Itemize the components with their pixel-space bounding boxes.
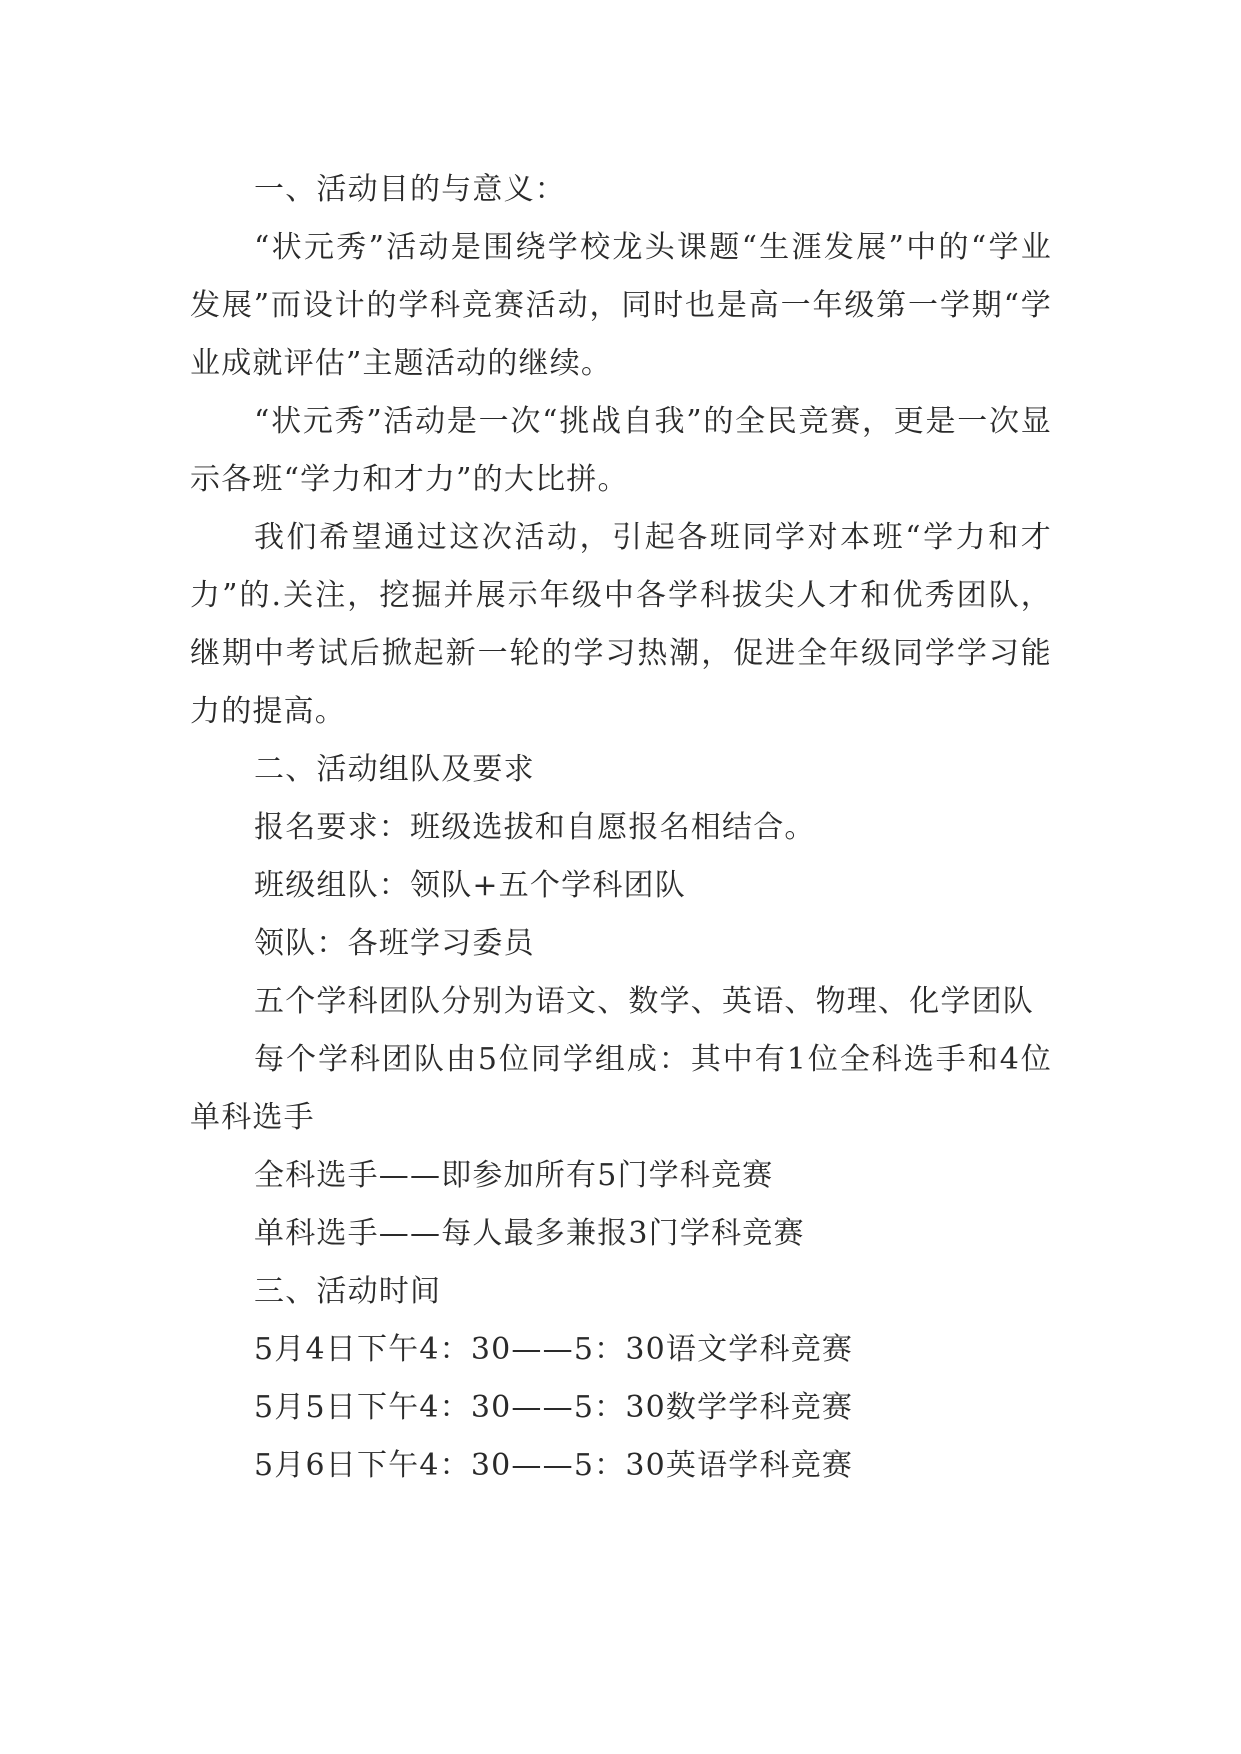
schedule-item: 5月4日下午4：30——5：30语文学科竞赛 [254,1332,854,1367]
schedule-item: 5月5日下午4：30——5：30数学学科竞赛 [254,1390,854,1425]
paragraph: 五个学科团队分别为语文、数学、英语、物理、化学团队 [254,984,1034,1019]
paragraph: “状元秀”活动是围绕学校龙头课题“生涯发展”中的“学业发展”而设计的学科竞赛活动，同时也是高一年级第一学期“学业成就评估”主题活动的继续。 [190,230,1052,381]
paragraph: 领队：各班学习委员 [254,926,535,961]
section-heading-time: 三、活动时间 [254,1274,442,1309]
schedule-item: 5月6日下午4：30——5：30英语学科竞赛 [254,1448,854,1483]
document-body [190,161,1052,1495]
section-heading-teams: 二、活动组队及要求 [254,752,535,787]
paragraph: 每个学科团队由5位同学组成：其中有1位全科选手和4位单科选手 [190,1042,1052,1135]
paragraph: 单科选手——每人最多兼报3门学科竞赛 [254,1216,805,1251]
paragraph: “状元秀”活动是一次“挑战自我”的全民竞赛，更是一次显示各班“学力和才力”的大比拼。 [190,404,1052,497]
paragraph: 全科选手——即参加所有5门学科竞赛 [254,1158,774,1193]
paragraph: 我们希望通过这次活动，引起各班同学对本班“学力和才力”的.关注，挖掘并展示年级中各学科拔尖人才和优秀团队，继期中考试后掀起新一轮的学习热潮，促进全年级同学学习能力的提高。 [190,520,1052,729]
paragraph: 班级组队：领队+五个学科团队 [254,868,686,903]
section-heading-purpose: 一、活动目的与意义： [254,172,566,207]
paragraph: 报名要求：班级选拔和自愿报名相结合。 [254,810,816,845]
